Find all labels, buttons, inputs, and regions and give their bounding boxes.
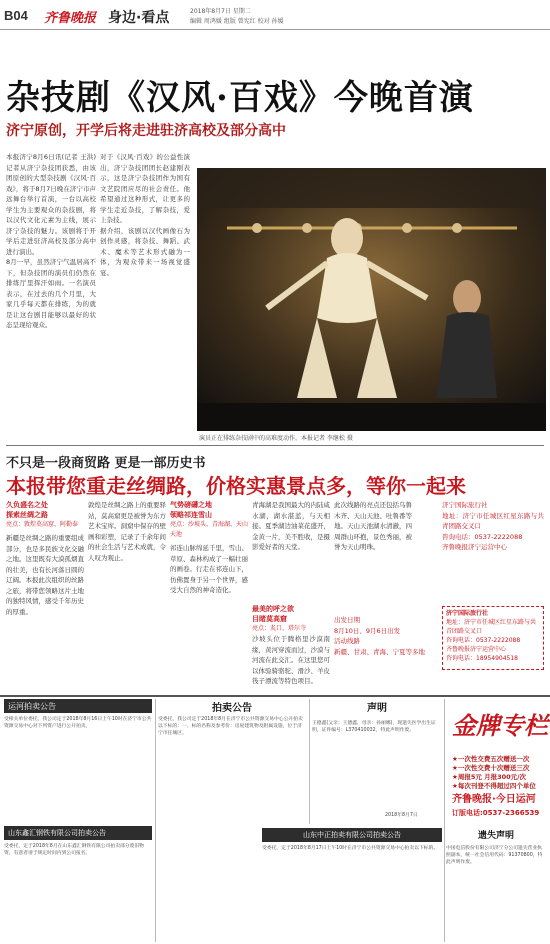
lost-statement-text: 中国电信股份有限公司济宁分公司遗失营业执照副本，统一社会信用代码：91370800，特此声明作废。 [446, 846, 543, 865]
lead-highlight-3: 亮点：炙口、塔尔寺 [252, 625, 307, 632]
statement-title: 声明 [367, 703, 387, 714]
article-column-3-top [197, 152, 307, 168]
column-rule-2 [309, 699, 310, 824]
lead-highlight-2: 亮点：沙坡头、青海湖、天山天池 [170, 521, 249, 538]
lead-heading-2: 气势磅礴之地 领略祁连雪山 [170, 501, 212, 519]
article-column-2: 对于《汉风·百戏》的公益性演出，济宁杂技团团长赵建刚表示，这是济宁杂技团作为国有文艺院团应尽的社会责任。他希望通过这种形式，让更多的学生走近杂技，了解杂技，爱上杂技。 据介绍，该剧以汉代画像石为创作灵感，将杂技、舞蹈、武术、魔术等艺术形式融为一体，为观众带来一场视觉盛宴。 [100, 153, 190, 277]
gold-column-brand: 金牌专栏 [452, 711, 548, 740]
statement-text: 王德鑫(父亲；王德鑫，母亲：孙丽娜)，现遗失医学出生证明，证件编号：L370410032，特此声明作废。 [312, 721, 436, 733]
auction-bar-2: 山东鑫汇钢铁有限公司拍卖公告 [4, 826, 152, 840]
story2-column-h: 济宁国际旅行社 地址：济宁市任城区红星东路与共青团路交叉口 咨询电话：0537-2222088 齐鲁晚报济宁运营中心 [442, 501, 544, 551]
auction-text-3: 受委托，我公司定于2018年8月在济宁市公共资源交易中心公开拍卖以下标的：一、标的名称及参考价：房屋建筑物及附属设施，位于济宁市任城区。 [158, 717, 303, 736]
lost-statement-title: 遗失声明 [477, 831, 514, 841]
lead-heading-1: 久负盛名之处 探索丝绸之路 [6, 501, 48, 519]
story2-column-a: 新疆是丝绸之路的重要组成部分，也是多民族文化交融之地。这里既有大漠孤烟直的壮美，也有长河落日圆的辽阔。本报此次组织的丝路之旅，将带您领略这片土地的独特风情，感受千年历史的厚重。 [6, 534, 84, 616]
newspaper-logo: 齐鲁晚报 [44, 11, 97, 26]
photo-caption: 演员正在排练杂技剧中的高难度动作。本报记者 李继松 摄 [199, 435, 353, 442]
performance-photo [197, 168, 546, 431]
lead-heading-3: 最美的呼之欲 目睹莫高窟 [252, 605, 294, 623]
zhongzheng-auction-bar: 山东中正拍卖有限公司拍卖公告 [262, 828, 442, 842]
subheadline: 济宁原创，开学后将走进驻济高校及部分高中 [6, 123, 286, 139]
auction-bar-3: 拍卖公告 [212, 703, 252, 714]
story2-column-f: 此次线路的亮点还包括乌鲁木齐、天山天池、吐鲁番等地。天山天池湖水清澈，四周群山环抱，景色秀丽，被誉为天山明珠。 [334, 501, 412, 551]
headline-main: 杂技剧《汉风·百戏》今晚首演 [6, 78, 474, 118]
page-number: B04 [4, 8, 28, 23]
story2-column-d: 青海湖是我国最大的内陆咸水湖，湖水湛蓝，与天相接。夏季湖边油菜花盛开，金黄一片，美不胜收，是摄影爱好者的天堂。 [252, 501, 330, 551]
story2-column-e: 沙坡头位于腾格里沙漠南缘，黄河穿流而过，沙漠与河流在此交汇。在这里您可以体验骑骆驼、滑沙、羊皮筏子漂流等特色项目。 [252, 635, 330, 684]
zhongzheng-auction-text: 受委托，定于2018年8月17日上午10时在济宁市公共资源交易中心拍卖以下标的。 [262, 846, 439, 851]
editor-credits: 编辑 周鸿媛 组版 曾宪红 校对 孙媛 [190, 18, 284, 25]
story2-kicker: 不只是一段商贸路 更是一部历史书 [6, 456, 206, 471]
auction-text-1: 受相关单位委托，我公司定于2018年8月16日上午10时在济宁市公共资源交易中心对下列资产进行公开拍卖。 [4, 717, 152, 729]
gold-column-text: ★一次性交费五次赠送一次 ★一次性交费十次赠送三次 ★周报5元 月报300元/次 ★每次刊登不得超过四个单位 [452, 755, 536, 790]
travel-ad-title: 济宁国际旅行社 [446, 610, 489, 617]
section-title: 身边·看点 [108, 10, 170, 26]
lead-highlight-1: 亮点：敦煌莫高窟、阿勒泰 [6, 521, 79, 528]
story2-column-c: 祁连山脉绵延千里，雪山、草原、森林构成了一幅壮丽的画卷。行走在祁连山下，仿佛置身于另一个世界，感受大自然的神奇造化。 [170, 544, 248, 594]
gold-column-phone: 订版电话:0537-2366539 [452, 809, 540, 817]
section-divider [6, 445, 544, 446]
article-column-1: 本报济宁8月6日讯(记者 王洪) 记者从济宁杂技团获悉，由该团原创的大型杂技剧《汉风·百戏》，将于8月7日晚在济宁市声远舞台举行首演，一台以高校学生为主要观众的杂技剧，将以汉代文化元素为主线，展示济宁杂技的魅力。该剧将于开学后走进驻济高校及部分高中进行演出。 8月一早，虽然济宁气温居高不下，但杂技团的演员们仍然在排练厅里挥汗如雨。一名演员表示，在过去的几个月里，大家几乎每天都在排练，为的就是让这台剧目能够以最好的状态呈现给观众。 [6, 153, 96, 329]
auction-bar-1: 运河拍卖公告 [4, 699, 152, 713]
story2-column-g: 出发日期 8月10日、9月6日出发 活动线路 新疆、甘肃、青海、宁夏等多地 [334, 616, 425, 656]
column-rule-3 [444, 699, 445, 942]
travel-ad-box [442, 606, 544, 670]
story2-column-b: 敦煌是丝绸之路上的重要驿站，莫高窟更是被誉为东方艺术宝库。洞窟中保存的壁画和彩塑，记录了千余年间的社会生活与艺术成就，令人叹为观止。 [88, 501, 166, 562]
issue-date: 2018年8月7日 星期二 [190, 8, 251, 15]
classifieds-divider [0, 695, 550, 697]
gold-column-newspaper: 齐鲁晚报·今日运河 [452, 794, 536, 805]
column-rule-1 [155, 699, 156, 942]
story2-headline: 本报带您重走丝绸路，价格实惠景点多，等你一起来 [6, 474, 466, 498]
statement-date: 2018年8月7日 [385, 813, 418, 818]
auction-text-2: 受委托，定于2018年8月在山东鑫汇钢铁有限公司拍卖部分废旧物资，有意者请于规定时间内到公司报名。 [4, 844, 144, 856]
travel-ad-text: 地址：济宁市任城区红星东路与共青团路交叉口 咨询电话：0537-2222088 齐鲁晚报济宁运营中心 咨询电话：18954904518 [446, 619, 537, 662]
